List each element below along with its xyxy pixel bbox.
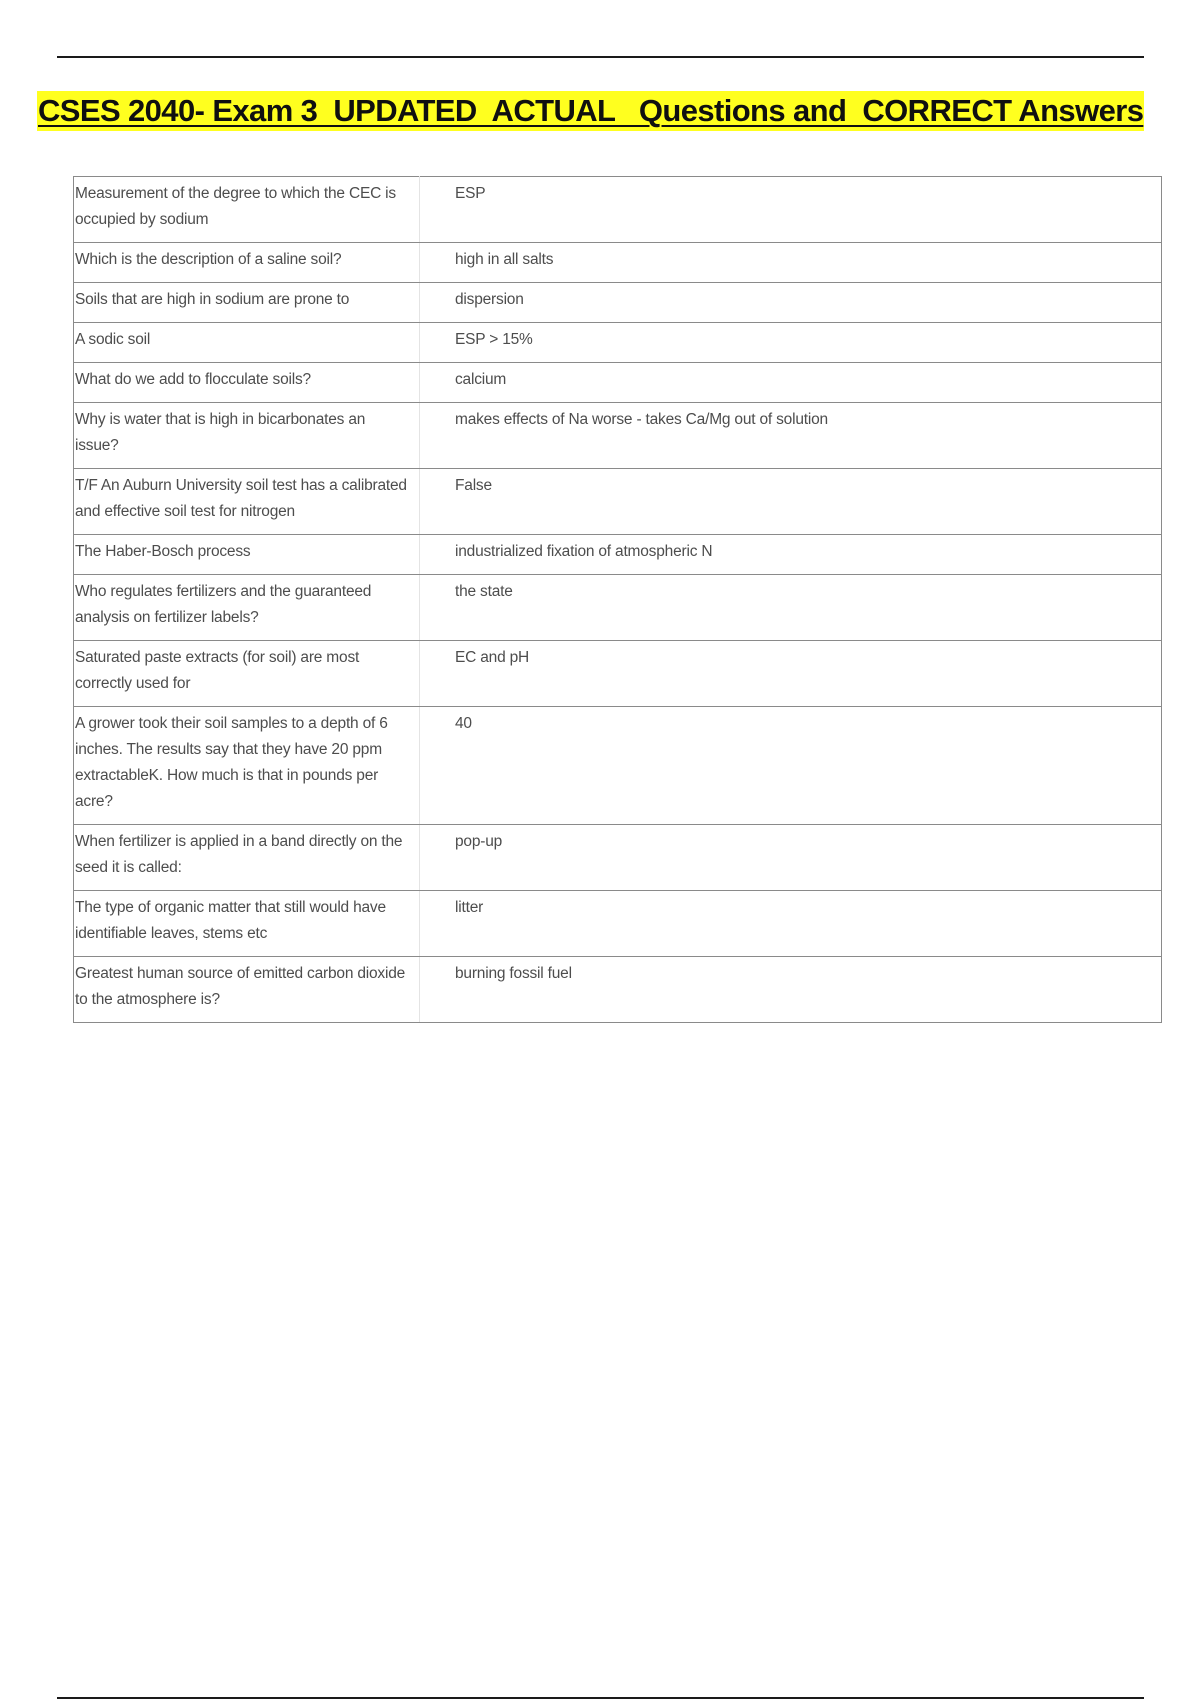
answer-cell: burning fossil fuel bbox=[420, 957, 1162, 1023]
table-row bbox=[74, 641, 1162, 707]
header-rule bbox=[57, 56, 1144, 58]
table-row bbox=[74, 323, 1162, 363]
qa-table-body bbox=[74, 177, 1162, 1023]
answer-cell: dispersion bbox=[420, 283, 1162, 323]
footer-rule bbox=[57, 1697, 1144, 1699]
answer-cell: 40 bbox=[420, 707, 1162, 825]
table-row bbox=[74, 535, 1162, 575]
table-row bbox=[74, 575, 1162, 641]
question-cell: Why is water that is high in bicarbonates an issue? bbox=[74, 403, 420, 469]
table-row bbox=[74, 825, 1162, 891]
table-row bbox=[74, 177, 1162, 243]
question-cell: When fertilizer is applied in a band directly on the seed it is called: bbox=[74, 825, 420, 891]
answer-cell: industrialized fixation of atmospheric N bbox=[420, 535, 1162, 575]
answer-cell: EC and pH bbox=[420, 641, 1162, 707]
answer-cell: ESP > 15% bbox=[420, 323, 1162, 363]
question-cell: A sodic soil bbox=[74, 323, 420, 363]
question-cell: T/F An Auburn University soil test has a calibrated and effective soil test for nitrogen bbox=[74, 469, 420, 535]
question-cell: Which is the description of a saline soil? bbox=[74, 243, 420, 283]
title-container bbox=[37, 91, 1144, 133]
question-cell: What do we add to flocculate soils? bbox=[74, 363, 420, 403]
table-row bbox=[74, 283, 1162, 323]
table-row bbox=[74, 403, 1162, 469]
question-cell: Soils that are high in sodium are prone to bbox=[74, 283, 420, 323]
question-cell: Who regulates fertilizers and the guaranteed analysis on fertilizer labels? bbox=[74, 575, 420, 641]
table-row bbox=[74, 363, 1162, 403]
table-row bbox=[74, 243, 1162, 283]
question-cell: Measurement of the degree to which the CEC is occupied by sodium bbox=[74, 177, 420, 243]
answer-cell: calcium bbox=[420, 363, 1162, 403]
answer-cell: the state bbox=[420, 575, 1162, 641]
answer-cell: high in all salts bbox=[420, 243, 1162, 283]
answer-cell: False bbox=[420, 469, 1162, 535]
question-cell: Greatest human source of emitted carbon dioxide to the atmosphere is? bbox=[74, 957, 420, 1023]
qa-table bbox=[73, 176, 1162, 1023]
question-cell: Saturated paste extracts (for soil) are most correctly used for bbox=[74, 641, 420, 707]
answer-cell: ESP bbox=[420, 177, 1162, 243]
answer-cell: makes effects of Na worse - takes Ca/Mg out of solution bbox=[420, 403, 1162, 469]
answer-cell: litter bbox=[420, 891, 1162, 957]
table-row bbox=[74, 469, 1162, 535]
question-cell: A grower took their soil samples to a depth of 6 inches. The results say that they have 20 ppm extractableK. How much is that in pounds per acre? bbox=[74, 707, 420, 825]
question-cell: The Haber-Bosch process bbox=[74, 535, 420, 575]
answer-cell: pop-up bbox=[420, 825, 1162, 891]
table-row bbox=[74, 891, 1162, 957]
table-row bbox=[74, 957, 1162, 1023]
document-title: CSES 2040- Exam 3 UPDATED ACTUAL Questions and CORRECT Answers bbox=[37, 91, 1144, 131]
question-cell: The type of organic matter that still would have identifiable leaves, stems etc bbox=[74, 891, 420, 957]
table-row bbox=[74, 707, 1162, 825]
